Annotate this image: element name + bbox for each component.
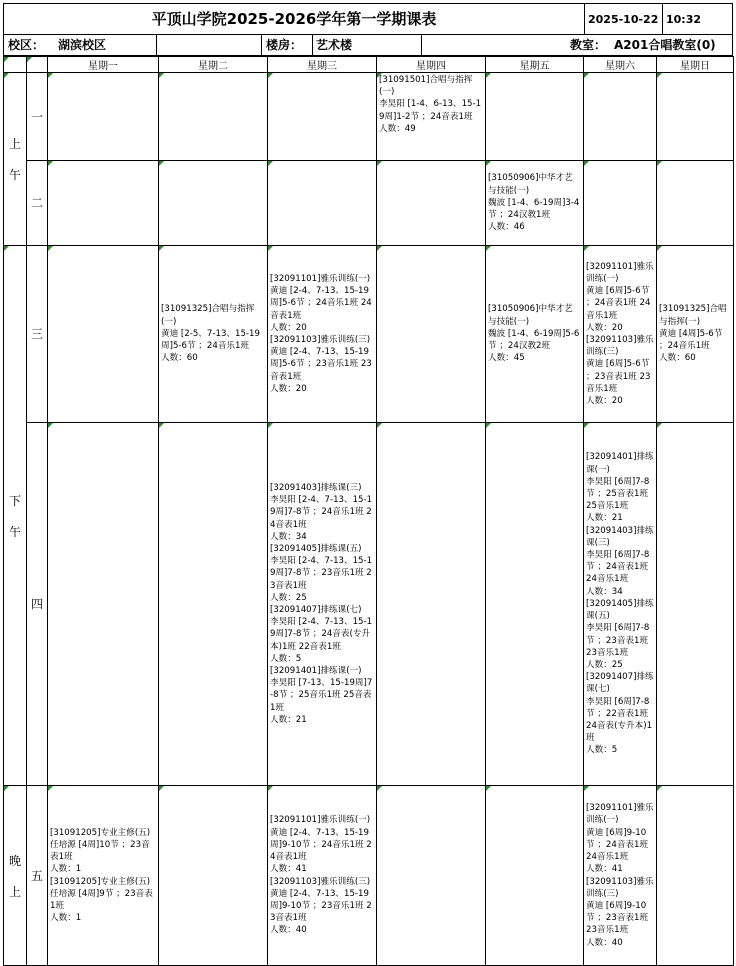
day-header-row xyxy=(4,57,734,73)
slot-label: 四 xyxy=(27,423,48,786)
course-entry xyxy=(486,171,583,234)
course-line: 人数：25 xyxy=(270,592,307,603)
course-line: [32091403]排练课(三) xyxy=(586,525,654,548)
course-line: 黄迪 [2-4、7-13、15-19周]5-6节 ；24音乐1班 24音表1班 xyxy=(270,286,372,321)
course-line: [31050906]中华才艺与技能(一) xyxy=(488,304,573,327)
slot-row xyxy=(4,73,734,161)
course-line: 黄迪 [6周]5-6节 ；23音表1班 23音乐1班 xyxy=(586,359,651,394)
course-line: [32091103]雅乐训练(三) xyxy=(586,876,654,899)
course-cell xyxy=(486,161,584,246)
course-line: 人数：41 xyxy=(586,864,623,875)
course-line: 黄迪 [2-4、7-13、15-19周]5-6节 ；23音乐1班 23音表1班 xyxy=(270,347,372,382)
day-header: 星期三 xyxy=(268,57,377,73)
course-cell xyxy=(268,73,377,161)
corner-cell-slot xyxy=(27,57,48,73)
slot-row xyxy=(4,246,734,423)
course-line: 人数：60 xyxy=(161,353,198,364)
course-entry xyxy=(584,260,656,408)
course-entry xyxy=(657,302,733,365)
day-header: 星期六 xyxy=(584,57,657,73)
day-header: 星期一 xyxy=(48,57,159,73)
course-cell xyxy=(268,786,377,966)
slot-row xyxy=(4,161,734,246)
course-line: [32091103]雅乐训练(三) xyxy=(586,335,654,358)
course-cell xyxy=(486,246,584,423)
course-cell xyxy=(268,161,377,246)
course-entry xyxy=(268,481,376,727)
course-line: [32091101]雅乐训练(一) xyxy=(586,803,654,826)
course-line: [32091405]排练课(五) xyxy=(270,543,362,554)
corner-cell-period xyxy=(4,57,27,73)
course-line: [32091103]雅乐训练(三) xyxy=(270,876,371,887)
course-entry xyxy=(584,801,656,949)
campus-value: 湖滨校区 xyxy=(58,38,107,52)
course-line: 李昊阳 [7-13、15-19周]7-8节 ；25音乐1班 25音表1班 xyxy=(270,678,373,713)
slot-label: 二 xyxy=(27,161,48,246)
course-line: 魏波 [1-4、6-19周]3-4节 ；24汉教1班 xyxy=(488,197,580,221)
course-line: 任培源 [4周]10节 ；23音表1班 xyxy=(50,839,150,863)
course-line: 人数：60 xyxy=(659,353,696,364)
course-line: 人数：21 xyxy=(586,513,623,524)
course-line: [32091401]排练课(一) xyxy=(270,666,362,677)
day-header: 星期日 xyxy=(657,57,734,73)
course-line: 人数：40 xyxy=(270,925,307,936)
course-line: [32091407]排练课(七) xyxy=(270,605,362,615)
course-line: 人数：20 xyxy=(586,396,623,407)
course-cell xyxy=(377,73,486,161)
course-cell xyxy=(657,161,734,246)
course-line: 李昊阳 [6周]7-8节 ；25音表1班 25音乐1班 xyxy=(586,476,650,512)
course-line: 人数：34 xyxy=(586,586,623,597)
course-cell xyxy=(584,786,657,966)
course-line: 人数：40 xyxy=(586,937,623,948)
course-line: 人数：25 xyxy=(586,659,623,670)
slot-label: 三 xyxy=(27,246,48,423)
course-line: [32091405]排练课(五) xyxy=(586,598,654,622)
course-line: 人数：49 xyxy=(379,123,416,134)
print-time: 10:32 xyxy=(662,4,734,35)
course-cell xyxy=(657,246,734,423)
info-row xyxy=(3,34,733,56)
course-entry xyxy=(268,813,376,937)
course-entry xyxy=(48,826,158,926)
course-line: 黄迪 [6周]9-10节 ；23音表1班 23音乐1班 xyxy=(586,900,649,936)
course-line: 人数：41 xyxy=(270,864,307,875)
course-cell xyxy=(584,161,657,246)
course-line: 人数：34 xyxy=(270,531,307,542)
course-cell xyxy=(584,73,657,161)
course-line: [32091403]排练课(三) xyxy=(270,482,362,493)
course-line: [32091407]排练课(七) xyxy=(586,672,654,695)
course-line: 人数：20 xyxy=(586,322,623,333)
course-line: 任培源 [4周]9节 ；23音表1班 xyxy=(50,888,153,911)
course-entry xyxy=(486,302,583,365)
page-title: 平顶山学院2025-2026学年第一学期课表 xyxy=(151,10,437,28)
course-entry xyxy=(377,73,485,136)
day-header: 星期四 xyxy=(377,57,486,73)
course-line: 黄迪 [6周]5-6节 ；24音表1班 24音乐1班 xyxy=(586,286,651,321)
period-evening: 晚 上 xyxy=(4,786,27,966)
room-label: 教室： xyxy=(570,38,607,52)
course-cell xyxy=(268,246,377,423)
course-cell xyxy=(584,246,657,423)
course-line: [31091205]专业主修(五) xyxy=(50,876,151,887)
course-line: 魏波 [1-4、6-19周]5-6节 ；24汉教2班 xyxy=(488,328,580,352)
course-cell xyxy=(657,73,734,161)
course-line: 人数：21 xyxy=(270,714,307,725)
course-line: 人数：46 xyxy=(488,222,525,233)
slot-row xyxy=(4,786,734,966)
course-line: 李昊阳 [2-4、7-13、15-19周]7-8节 ；24音表(专升本)1班 22音表1班 xyxy=(270,617,373,652)
course-line: [31091205]专业主修(五) xyxy=(50,827,151,838)
course-line: 李昊阳 [6周]7-8节 ；23音表1班 23音乐1班 xyxy=(586,623,650,658)
course-cell xyxy=(584,423,657,786)
course-line: [32091101]雅乐训练(一) xyxy=(270,815,371,826)
course-line: [31091325]合唱与指挥(一) xyxy=(659,304,727,327)
course-line: 李昊阳 [2-4、7-13、15-19周]7-8节 ；24音乐1班 24音表1班 xyxy=(270,495,373,530)
building-value: 艺术楼 xyxy=(316,38,353,52)
course-cell xyxy=(48,423,159,786)
building-label: 楼房： xyxy=(266,38,303,52)
course-line: 李昊阳 [1-4、6-13、15-19周]1-2节 ；24音表1班 xyxy=(379,99,482,122)
course-cell xyxy=(377,161,486,246)
course-cell xyxy=(159,786,268,966)
course-line: 黄迪 [4周]5-6节 ；24音乐1班 xyxy=(659,328,723,352)
course-line: 黄迪 [2-4、7-13、15-19周]9-10节 ；23音乐1班 23音表1班 xyxy=(270,888,372,924)
course-line: 黄迪 [6周]9-10节 ；24音表1班 24音乐1班 xyxy=(586,827,649,863)
course-line: 人数：45 xyxy=(488,353,525,364)
course-line: 李昊阳 [6周]7-8节 ；24音表1班 24音乐1班 xyxy=(586,550,650,585)
course-cell xyxy=(486,423,584,786)
course-line: 人数：20 xyxy=(270,383,307,394)
course-line: 人数：1 xyxy=(50,913,82,924)
day-header: 星期五 xyxy=(486,57,584,73)
course-line: 黄迪 [2-4、7-13、15-19周]9-10节 ；24音乐1班 24音表1班 xyxy=(270,827,372,863)
course-cell xyxy=(657,786,734,966)
course-entry xyxy=(268,272,376,396)
period-afternoon: 下 午 xyxy=(4,246,27,786)
slot-label: 一 xyxy=(27,73,48,161)
course-line: [31091325]合唱与指挥(一) xyxy=(161,304,255,327)
course-entry xyxy=(584,450,656,757)
period-morning: 上 午 xyxy=(4,73,27,246)
course-cell xyxy=(268,423,377,786)
course-line: 人数：20 xyxy=(270,322,307,333)
day-header: 星期二 xyxy=(159,57,268,73)
course-cell xyxy=(377,246,486,423)
course-cell xyxy=(657,423,734,786)
course-cell xyxy=(48,161,159,246)
course-line: [31050906]中华才艺与技能(一) xyxy=(488,173,573,196)
schedule-table xyxy=(3,56,734,966)
course-cell xyxy=(159,246,268,423)
course-line: [31091501]合唱与指挥(一) xyxy=(379,75,473,98)
slot-row xyxy=(4,423,734,786)
course-line: 李昊阳 [6周]7-8节 ；22音表1班 24音表(专升本)1班 xyxy=(586,696,653,744)
course-line: [32091101]雅乐训练(一) xyxy=(586,261,654,284)
course-cell xyxy=(377,786,486,966)
course-line: 黄迪 [2-5、7-13、15-19周]5-6节 ；24音乐1班 xyxy=(161,328,260,352)
slot-label: 五 xyxy=(27,786,48,966)
course-line: 人数：5 xyxy=(586,745,618,756)
course-entry xyxy=(159,302,267,365)
campus-label: 校区： xyxy=(8,38,45,52)
course-cell xyxy=(48,246,159,423)
course-cell xyxy=(377,423,486,786)
course-cell xyxy=(48,786,159,966)
course-line: [32091103]雅乐训练(三) xyxy=(270,335,371,345)
room-value: A201合唱教室(0) xyxy=(614,38,716,52)
course-line: 人数：1 xyxy=(50,864,82,875)
title-row xyxy=(3,3,733,34)
course-line: 人数：5 xyxy=(270,653,302,664)
course-cell xyxy=(486,73,584,161)
course-cell xyxy=(159,161,268,246)
course-cell xyxy=(159,423,268,786)
course-line: [32091401]排练课(一) xyxy=(586,452,654,475)
course-line: 李昊阳 [2-4、7-13、15-19周]7-8节 ；23音乐1班 23音表1班 xyxy=(270,556,373,591)
course-line: [32091101]雅乐训练(一) xyxy=(270,273,371,284)
course-cell xyxy=(48,73,159,161)
print-date: 2025-10-22 xyxy=(584,4,662,35)
course-cell xyxy=(486,786,584,966)
course-cell xyxy=(159,73,268,161)
